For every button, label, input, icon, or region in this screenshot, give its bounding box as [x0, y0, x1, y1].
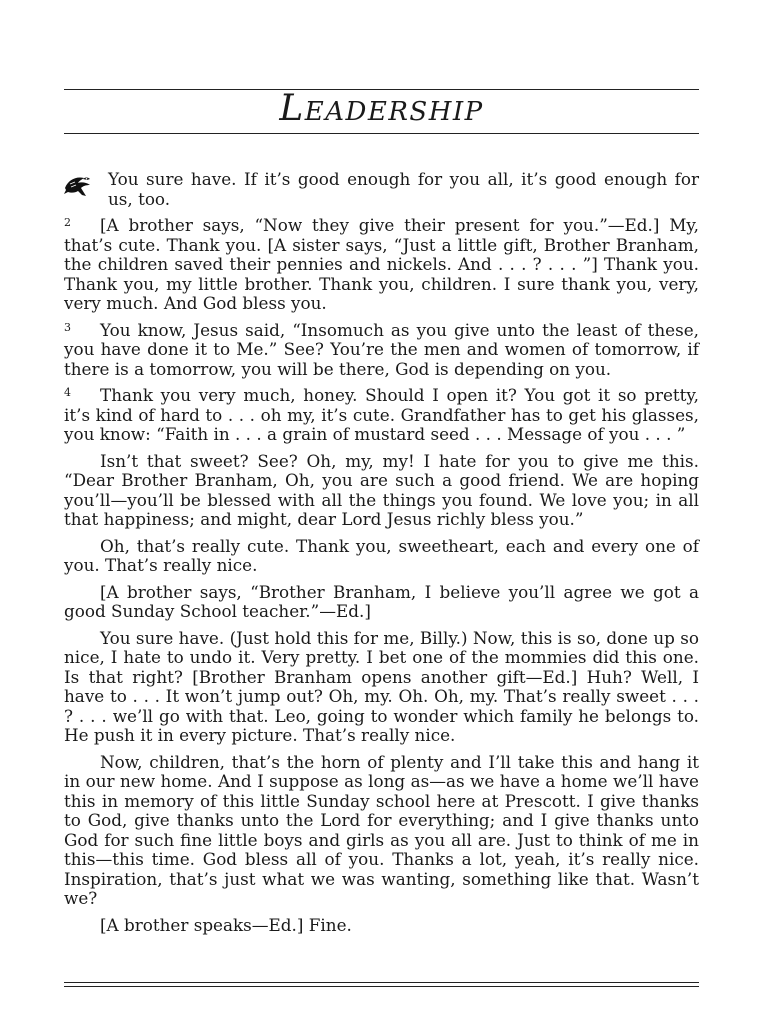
paragraph-text: You sure have. (Just hold this for me, Billy.) Now, this is so, done up so nice, I hate to undo it. Very pretty. I bet one of the mommies did this one. Is that right? [Brother Branham opens another gift—Ed.] Huh? Well, I have to . . . It won’t jump out? Oh, my. Oh. Oh, my. That’s really sweet . . . ? . . . we’ll go with that. Leo, going to wonder which family he belongs to. He push it in every picture. That’s really nice. [64, 627, 699, 745]
paragraph-8 [64, 629, 699, 746]
paragraph-2 [64, 216, 699, 314]
paragraph-text: You know, Jesus said, “Insomuch as you give unto the least of these, you have done it to Me.” See? You’re the men and women of tomorrow, if there is a tomorrow, you will be there, God is depending on you. [64, 319, 699, 379]
paragraph-text: Now, children, that’s the horn of plenty and I’ll take this and hang it in our new home. And I suppose as long as—as we have a home we’ll have this in memory of this little Sunday school here at Prescott. I give thanks to God, give thanks unto the Lord for everything; and I give thanks unto God for such fine little boys and girls as you all are. Just to think of me in this—this time. God bless all of you. Thanks a lot, yeah, it’s really nice. Inspiration, that’s just what we was wanting, something like that. Wasn’t we? [64, 751, 699, 908]
paragraph-9 [64, 753, 699, 909]
paragraph-text: Thank you very much, honey. Should I open it? You got it so pretty, it’s kind of hard to . . . oh my, it’s cute. Grandfather has to get his glasses, you know: “Faith in . . . a grain of mustard seed . . . Message of you . . . ” [64, 385, 699, 444]
paragraph-1 [64, 170, 699, 209]
page-title [64, 88, 699, 129]
paragraph-text: Isn’t that sweet? See? Oh, my, my! I hate for you to give me this. “Dear Brother Branham, Oh, you are such a good friend. We are hoping you’ll—you’ll be blessed with all the things you found. We love you; in all that happiness; and might, dear Lord Jesus richly bless you.” [64, 450, 699, 529]
paragraph-text: You sure have. If it’s good enough for you all, it’s good enough for us, too. [108, 169, 699, 209]
paragraph-7 [64, 583, 699, 622]
title-rest: EADERSHIP [304, 97, 484, 127]
paragraph-text: [A brother says, “Now they give their present for you.”—Ed.] My, that’s cute. Thank you. [A sister says, “Just a little gift, Brother Branham, the children saved their pennies and nickels. And . . . ? . . . ”] Thank you. Thank you, my little brother. Thank you, children. I sure thank you, very, very much. And God bless you. [64, 215, 699, 313]
paragraph-10 [64, 916, 699, 936]
paragraph-3 [64, 321, 699, 380]
paragraph-6 [64, 537, 699, 576]
paragraph-4 [64, 386, 699, 445]
eagle-icon [62, 170, 94, 202]
paragraph-number: 4 [64, 386, 71, 399]
paragraph-number: 3 [64, 320, 71, 334]
title-initial: L [279, 88, 305, 129]
bottom-rule [64, 982, 699, 983]
paragraph-text: [A brother says, “Brother Branham, I believe you’ll agree we got a good Sunday School teacher.”—Ed.] [64, 581, 699, 621]
title-underline [64, 133, 699, 134]
article-body [64, 170, 699, 942]
paragraph-5 [64, 452, 699, 530]
paragraph-text: Oh, that’s really cute. Thank you, sweetheart, each and every one of you. That’s really nice. [64, 535, 699, 575]
paragraph-number: 2 [64, 216, 71, 229]
bottom-rule [64, 986, 699, 987]
paragraph-text: [A brother speaks—Ed.] Fine. [100, 914, 352, 935]
